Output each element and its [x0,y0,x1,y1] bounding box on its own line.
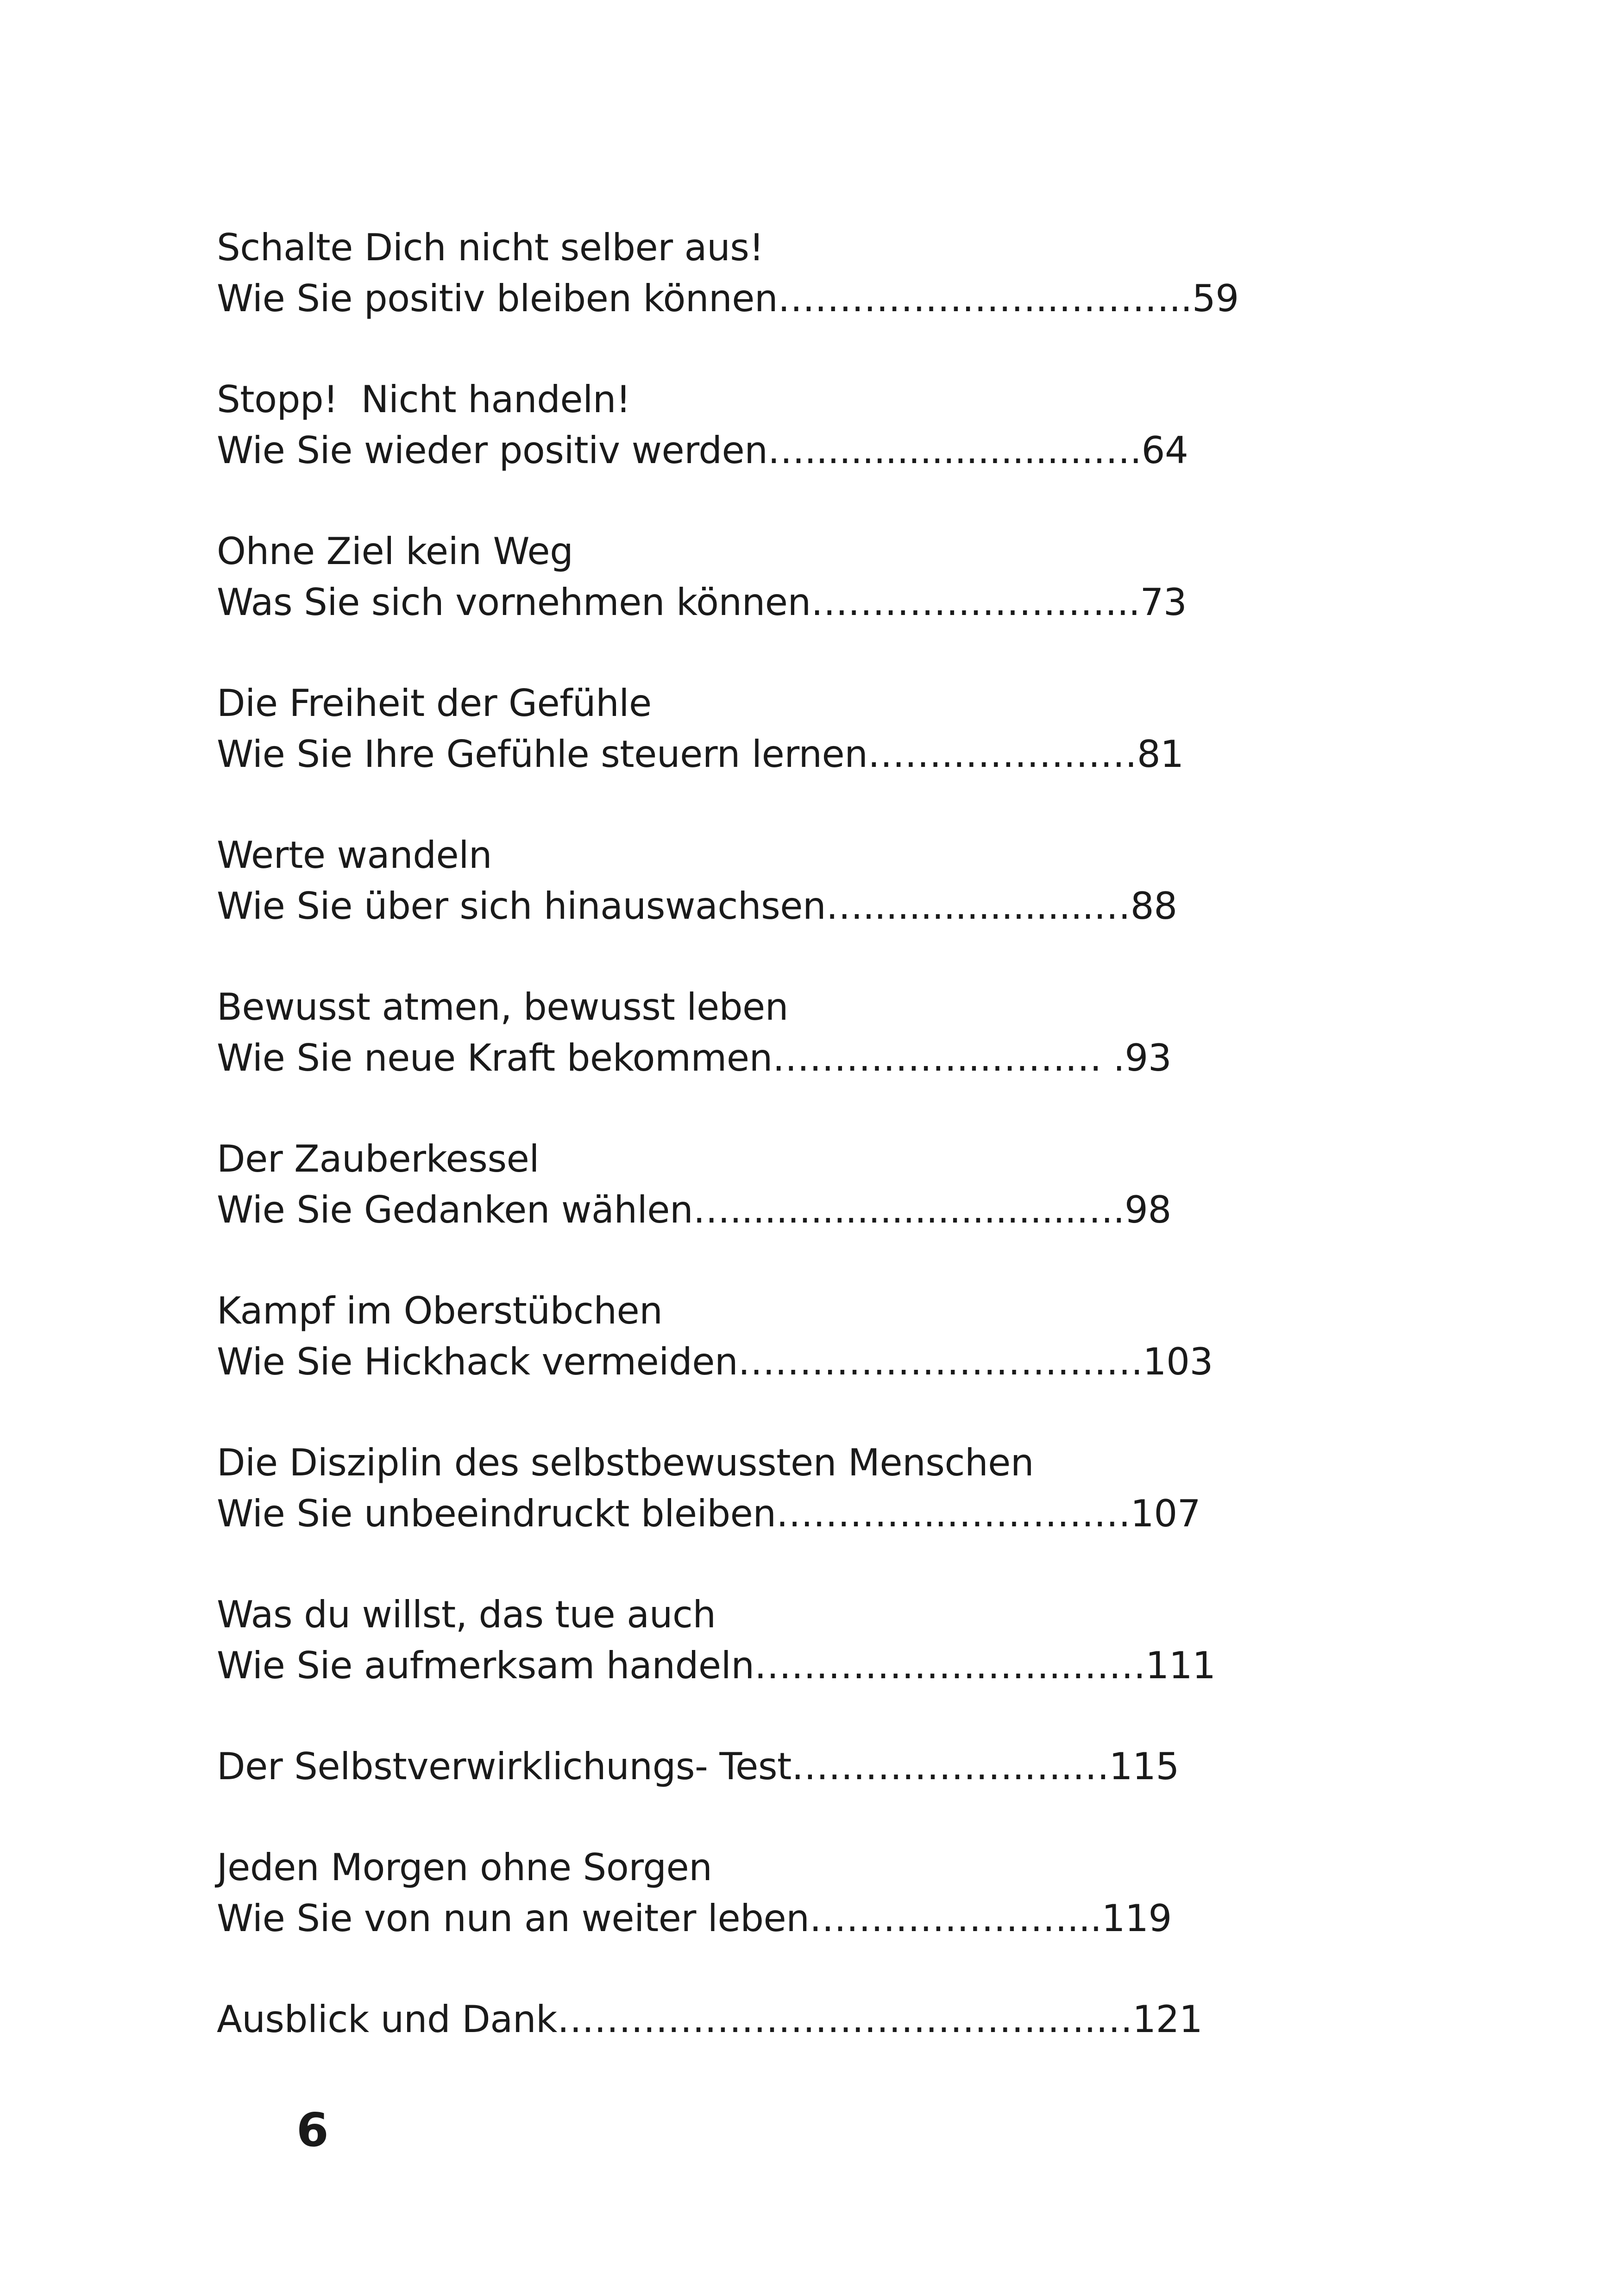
toc-entry-subtitle: Wie Sie Gedanken wählen…..............................….98 [217,1188,1171,1231]
toc-entry-title: Schalte Dich nicht selber aus! [217,226,764,269]
page-number: 6 [296,2103,329,2157]
toc-entry-subtitle: Wie Sie über sich hinauswachsen…....................…88 [217,885,1177,928]
toc-entry-subtitle: Wie Sie neue Kraft bekommen……………...……… .93 [217,1036,1172,1079]
toc-entry [217,1589,1236,1691]
toc-entry [217,222,1239,324]
toc-entry-subtitle: Wie Sie Ihre Gefühle steuern lernen…….……………81 [217,733,1184,776]
toc-entry-title: Der Zauberkessel [217,1137,540,1180]
toc-entry-title: Jeden Morgen ohne Sorgen [217,1846,712,1889]
toc-entry [217,1842,1236,1944]
toc-entry [217,1741,1236,1792]
toc-entry-title: Ohne Ziel kein Weg [217,530,573,573]
toc-entry-title: Werte wandeln [217,834,492,877]
toc-entry [217,1437,1236,1539]
toc-entry [217,678,1236,780]
toc-entry [217,526,1236,628]
toc-entry-title: Der Selbstverwirklichungs- Test……………….….…115 [217,1745,1179,1788]
toc-entry-subtitle: Wie Sie positiv bleiben können…………………..………..59 [217,277,1239,320]
toc-entry-subtitle: Wie Sie von nun an weiter leben…………………...119 [217,1897,1172,1940]
toc-entry-title: Die Disziplin des selbstbewussten Menschen [217,1441,1034,1484]
toc-entry-subtitle: Wie Sie unbeeindruckt bleiben…………..……………107 [217,1492,1201,1535]
toc-entry-subtitle: Wie Sie Hickhack vermeiden……………………………103 [217,1340,1213,1383]
toc-entry-title: Kampf im Oberstübchen [217,1289,663,1332]
toc-entry [217,830,1236,932]
toc-entry-title: Bewusst atmen, bewusst leben [217,985,788,1029]
toc-entry-subtitle: Wie Sie wieder positiv werden….........................….64 [217,429,1188,472]
toc-entry-title: Stopp! Nicht handeln! [217,378,631,421]
toc-entry [217,1286,1236,1387]
toc-entry [217,982,1236,1084]
toc-entry-title: Die Freiheit der Gefühle [217,682,652,725]
toc-entry-subtitle: Wie Sie aufmerksam handeln……………………..……111 [217,1644,1216,1687]
toc-entry-subtitle: Was Sie sich vornehmen können………….…………..73 [217,581,1187,624]
toc-entry [217,1994,1236,2045]
table-of-contents [217,222,1239,2095]
toc-entry [217,1134,1236,1236]
toc-entry-title: Ausblick und Dank………………………………….….…121 [217,1998,1203,2041]
toc-entry-title: Was du willst, das tue auch [217,1593,716,1636]
toc-entry [217,374,1236,476]
